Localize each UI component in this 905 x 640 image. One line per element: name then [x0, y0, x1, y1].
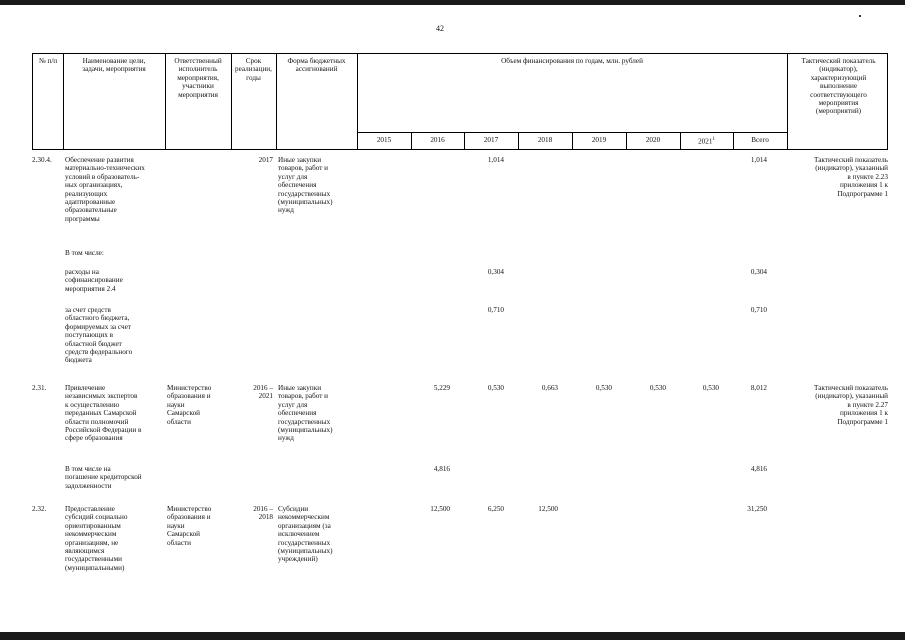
row-value-2017: 6,250 [487, 505, 504, 513]
header-form: Форма бюджетных ассигнований [287, 57, 346, 74]
header-indicator: Тактический показатель (индикатор), характеризующий выполнение соответствующего мероприятия (мероприятий) [801, 57, 876, 116]
row-value-2017: 0,530 [487, 384, 504, 392]
speck [859, 15, 861, 17]
row-value-2016: 4,816 [433, 465, 450, 473]
header-col-rule [165, 53, 166, 150]
row-num: 2.32. [32, 505, 47, 513]
row-term: 2016 – 2021 [253, 384, 273, 401]
row-value-2020: 0,530 [649, 384, 666, 392]
row-name: В том числе на погашение кредиторской задолженности [65, 465, 142, 490]
header-year-2016: 2016 [430, 136, 445, 144]
header-name: Наименование цели, задачи, мероприятия [82, 57, 146, 74]
header-col-rule [276, 53, 277, 150]
row-value-2016: 5,229 [433, 384, 450, 392]
row-name: Привлечение независимых экспертов к осуществлению переданных Самарской области полномочий Российской Федерации в сфере образования [65, 384, 142, 443]
row-name: расходы на софинансирование мероприятия 2.4 [65, 268, 123, 293]
footnote-mark: 1 [712, 137, 715, 142]
header-term: Срок реализации, годы [235, 57, 272, 82]
row-total: 0,710 [750, 306, 767, 314]
row-total: 8,012 [750, 384, 767, 392]
row-num: 2.30.4. [32, 156, 52, 164]
header-year-2019: 2019 [591, 136, 607, 144]
row-total: 1,014 [750, 156, 767, 164]
top-border [0, 0, 905, 5]
row-indicator: Тактический показатель (индикатор), указанный в пункте 2.27 приложения 1 к Подпрограмме 1 [814, 384, 888, 426]
header-year-2015: 2015 [376, 136, 392, 144]
row-term: 2017 [258, 156, 273, 164]
row-form: Иные закупки товаров, работ и услуг для обеспечения государственных (муниципальных) нужд [278, 156, 333, 215]
row-value-2021: 0,530 [702, 384, 719, 392]
row-name: В том числе: [65, 249, 104, 257]
row-value-2017: 0,710 [487, 306, 504, 314]
row-total: 0,304 [750, 268, 767, 276]
header-col-rule [63, 53, 64, 150]
header-num: № п/п [38, 57, 58, 65]
header-year-2021: 2021$^1$ [698, 137, 715, 146]
row-name: Обеспечение развития материально-технических условий в образователь- ных организациях, реализующих адаптированные образовательные программы [65, 156, 145, 223]
row-total: 4,816 [750, 465, 767, 473]
row-value-2019: 0,530 [595, 384, 612, 392]
header-year-2017: 2017 [483, 136, 499, 144]
row-name: Предоставление субсидий социально ориентированным некоммерческим организациям, не являющимся государственными (муниципальными) [65, 505, 128, 572]
row-name: за счет средств областного бюджета, формируемых за счет поступающих в областной бюджет средств федерального бюджета [65, 306, 133, 365]
header-bottom-rule [32, 149, 888, 150]
row-executor: Министерство образования и науки Самарской области [167, 384, 212, 426]
row-indicator: Тактический показатель (индикатор), указанный в пункте 2.23 приложения 1 к Подпрограмме 1 [814, 156, 888, 198]
row-form: Субсидии некоммерческим организациям (за исключением государственных (муниципальных) учреждений) [278, 505, 333, 564]
bottom-border [0, 632, 905, 640]
header-year-2018: 2018 [537, 136, 553, 144]
row-executor: Министерство образования и науки Самарской области [167, 505, 212, 547]
row-value-2017: 1,014 [487, 156, 504, 164]
row-value-2018: 12,500 [538, 505, 558, 513]
row-value-2018: 0,663 [541, 384, 558, 392]
header-funding: Объем финансирования по годам, млн. рублей [501, 57, 643, 65]
row-num: 2.31. [32, 384, 47, 392]
header-top-rule [32, 53, 888, 54]
header-year-2020: 2020 [645, 136, 661, 144]
row-total: 31,250 [747, 505, 767, 513]
header-col-rule [787, 53, 788, 150]
header-col-rule [32, 53, 33, 150]
row-value-2016: 12,500 [430, 505, 450, 513]
header-executor: Ответственный исполнитель мероприятия, участники мероприятия [174, 57, 222, 99]
row-value-2017: 0,304 [487, 268, 504, 276]
row-form: Иные закупки товаров, работ и услуг для обеспечения государственных (муниципальных) нужд [278, 384, 333, 443]
page-number: 42 [436, 24, 444, 33]
header-total: Всего [751, 136, 769, 144]
row-term: 2016 – 2018 [253, 505, 273, 522]
